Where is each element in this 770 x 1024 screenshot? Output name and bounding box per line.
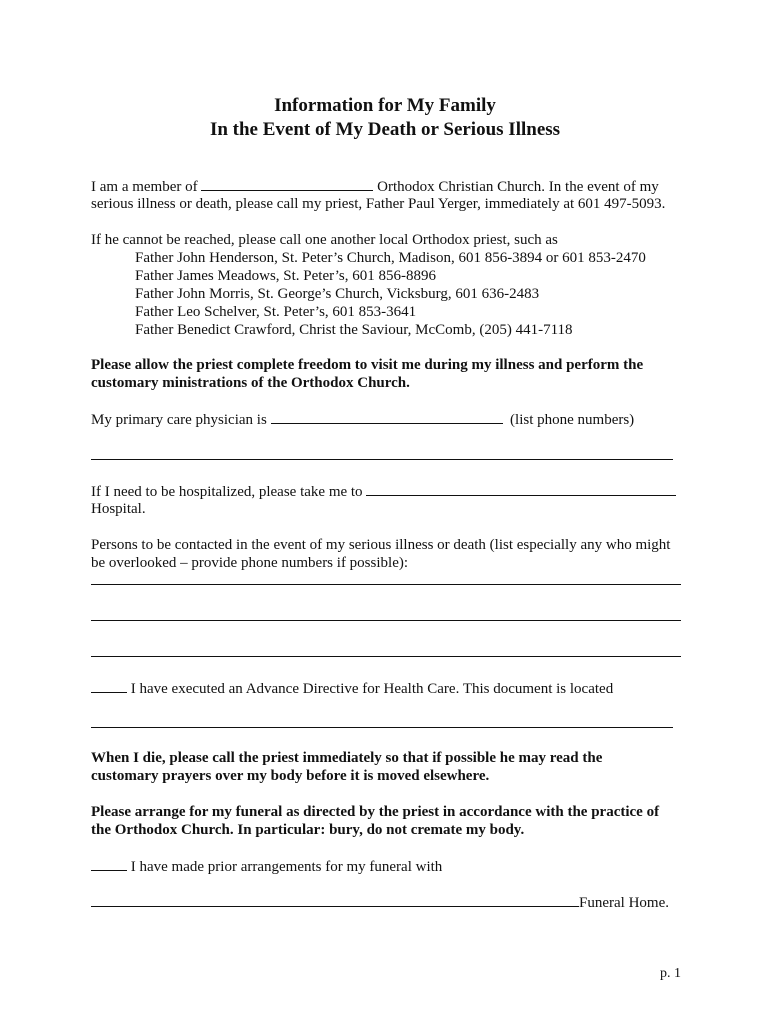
priest-list-item: Father John Morris, St. George’s Church, Vicksburg, 601 636-2483 — [135, 286, 540, 302]
membership-prefix: I am a member of — [91, 179, 198, 195]
priest-freedom-line-2: customary ministrations of the Orthodox Church. — [91, 375, 410, 391]
alternate-priests-intro: If he cannot be reached, please call one another local Orthodox priest, such as — [91, 232, 558, 248]
hospital-prefix: If I need to be hospitalized, please take me to — [91, 484, 363, 500]
funeral-home-label: Funeral Home. — [579, 895, 669, 911]
when-die-line-2: customary prayers over my body before it is moved elsewhere. — [91, 768, 490, 784]
priest-list-item: Father Leo Schelver, St. Peter’s, 601 853-3641 — [135, 304, 417, 320]
funeral-home-line — [91, 893, 669, 912]
prior-arrangements-line — [91, 857, 442, 876]
hospital-line — [91, 482, 676, 501]
directive-text: I have executed an Advance Directive for Health Care. This document is located — [130, 681, 614, 697]
contacts-line-1: Persons to be contacted in the event of my serious illness or death (list especially any who might — [91, 537, 671, 553]
physician-line — [91, 410, 634, 429]
priest-contact-line: serious illness or death, please call my priest, Father Paul Yerger, immediately at 601 497-5093. — [91, 196, 666, 212]
directive-line — [91, 679, 613, 698]
prior-arrangements-check-blank[interactable] — [91, 857, 127, 871]
membership-suffix: Orthodox Christian Church. In the event of my — [377, 179, 659, 195]
page-number: p. 1 — [660, 966, 681, 981]
physician-name-blank[interactable] — [271, 410, 503, 424]
priest-freedom-line-1: Please allow the priest complete freedom to visit me during my illness and perform the — [91, 357, 644, 373]
funeral-arrange-line-2: the Orthodox Church. In particular: bury, do not cremate my body. — [91, 822, 525, 838]
priest-list-item: Father James Meadows, St. Peter’s, 601 856-8896 — [135, 268, 436, 284]
title-line-2: In the Event of My Death or Serious Illness — [209, 119, 561, 140]
priest-list-item: Father Benedict Crawford, Christ the Saviour, McComb, (205) 441-7118 — [135, 322, 573, 338]
priest-list-item: Father John Henderson, St. Peter’s Church, Madison, 601 856-3894 or 601 853-2470 — [135, 250, 646, 266]
membership-line — [91, 177, 659, 196]
title-line-1: Information for My Family — [274, 95, 496, 116]
when-die-line-1: When I die, please call the priest immediately so that if possible he may read the — [91, 750, 603, 766]
hospital-name-blank[interactable] — [366, 482, 676, 496]
physician-prefix: My primary care physician is — [91, 412, 267, 428]
directive-location-blank[interactable] — [91, 727, 673, 728]
contacts-line-2: be overlooked – provide phone numbers if possible): — [91, 555, 409, 571]
hospital-word: Hospital. — [91, 501, 146, 517]
funeral-home-blank[interactable] — [91, 893, 579, 907]
directive-check-blank[interactable] — [91, 679, 127, 693]
contacts-blank-3[interactable] — [91, 656, 681, 657]
prior-arrangements-text: I have made prior arrangements for my funeral with — [130, 859, 443, 875]
physician-suffix: (list phone numbers) — [510, 412, 635, 428]
contacts-blank-1[interactable] — [91, 584, 681, 585]
funeral-arrange-line-1: Please arrange for my funeral as directed by the priest in accordance with the practice of — [91, 804, 660, 820]
physician-phone-blank[interactable] — [91, 459, 673, 460]
church-name-blank[interactable] — [201, 177, 373, 191]
contacts-blank-2[interactable] — [91, 620, 681, 621]
